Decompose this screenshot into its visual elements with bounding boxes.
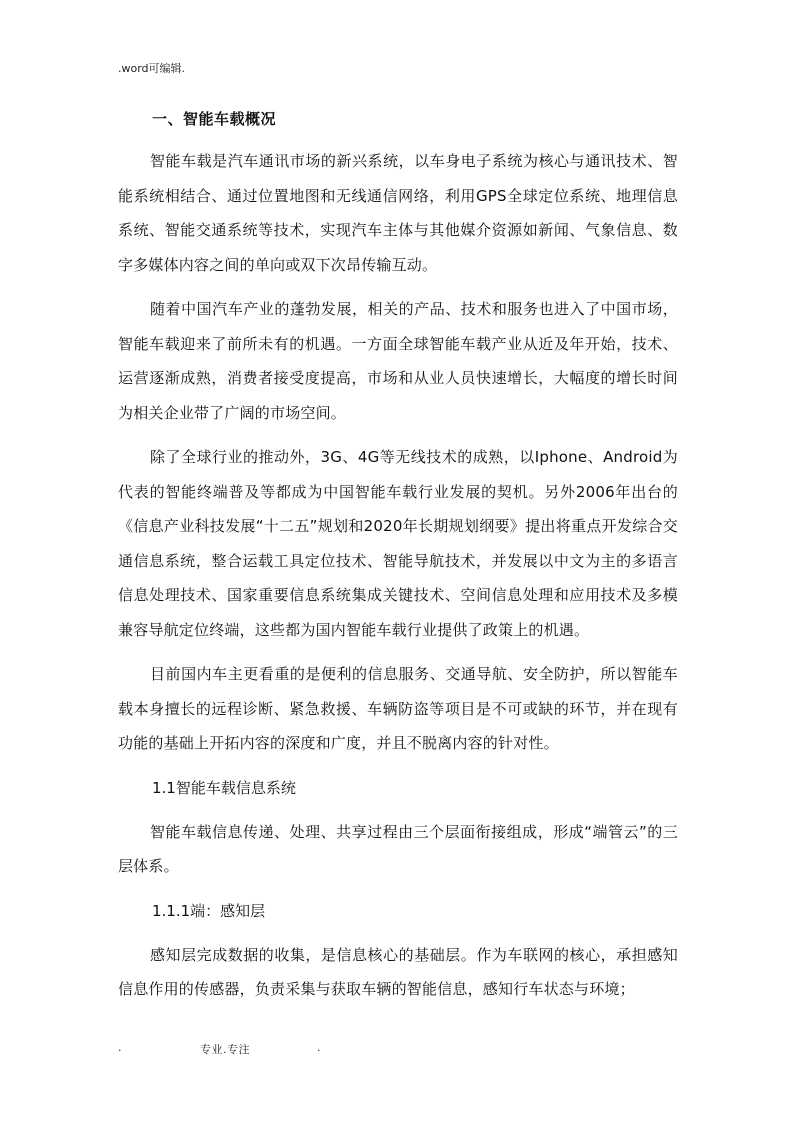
paragraph-perception-layer: 感知层完成数据的收集，是信息核心的基础层。作为车联网的核心，承担感知信息作用的传感器，负责采集与获取车辆的智能信息，感知行车状态与环境； (118, 945, 678, 998)
header-note: .word可编辑. (118, 62, 186, 75)
paragraph-technology-opportunity: 除了全球行业的推动外，3G、4G等无线技术的成熟，以Iphone、Android为代表的智能终端普及等都成为中国智能车载行业发展的契机。另外2006年出台的《信息产业科技发展“十二五”规划和2020年长期规划纲要》提出将重点开发综合交通信息系统，整合运载工具定位技术、智能导航技术，并发展以中文为主的多语言信息处理技术、国家重要信息系统集成关键技术、空间信息处理和应用技术及多模兼容导航定位终端，这些都为国内智能车载行业提供了政策上的机遇。 (118, 448, 678, 639)
paragraph-overview: 智能车载是汽车通讯市场的新兴系统，以车身电子系统为核心与通讯技术、智能系统相结合、通过位置地图和无线通信网络，利用GPS全球定位系统、地理信息系统、智能交通系统等技术，实现汽车主体与其他媒介资源如新闻、气象信息、数字多媒体内容之间的单向或双下次昂传输互动。 (118, 152, 678, 274)
footer-left-dot: . (118, 1041, 122, 1054)
footer-label: 专业.专注 (200, 1043, 250, 1056)
subheading-information-system: 1.1智能车载信息系统 (152, 778, 296, 797)
subheading-perception-layer: 1.1.1端：感知层 (152, 901, 266, 920)
paragraph-three-layer-system: 智能车载信息传递、处理、共享过程由三个层面衔接组成，形成“端管云”的三层体系。 (118, 822, 678, 875)
document-body (118, 104, 678, 1015)
section-heading: 一、智能车载概况 (152, 110, 277, 128)
footer-right-dot: . (317, 1041, 321, 1054)
paragraph-domestic-demand: 目前国内车主更看重的是便利的信息服务、交通导航、安全防护，所以智能车载本身擅长的远程诊断、紧急救援、车辆防盗等项目是不可或缺的环节，并在现有功能的基础上开拓内容的深度和广度，并且不脱离内容的针对性。 (118, 665, 678, 752)
paragraph-industry-development: 随着中国汽车产业的蓬勃发展，相关的产品、技术和服务也进入了中国市场，智能车载迎来了前所未有的机遇。一方面全球智能车载产业从近及年开始，技术、运营逐渐成熟，消费者接受度提高，市场和从业人员快速增长，大幅度的增长时间为相关企业带了广阔的市场空间。 (118, 300, 678, 422)
page-footer (118, 1041, 338, 1061)
